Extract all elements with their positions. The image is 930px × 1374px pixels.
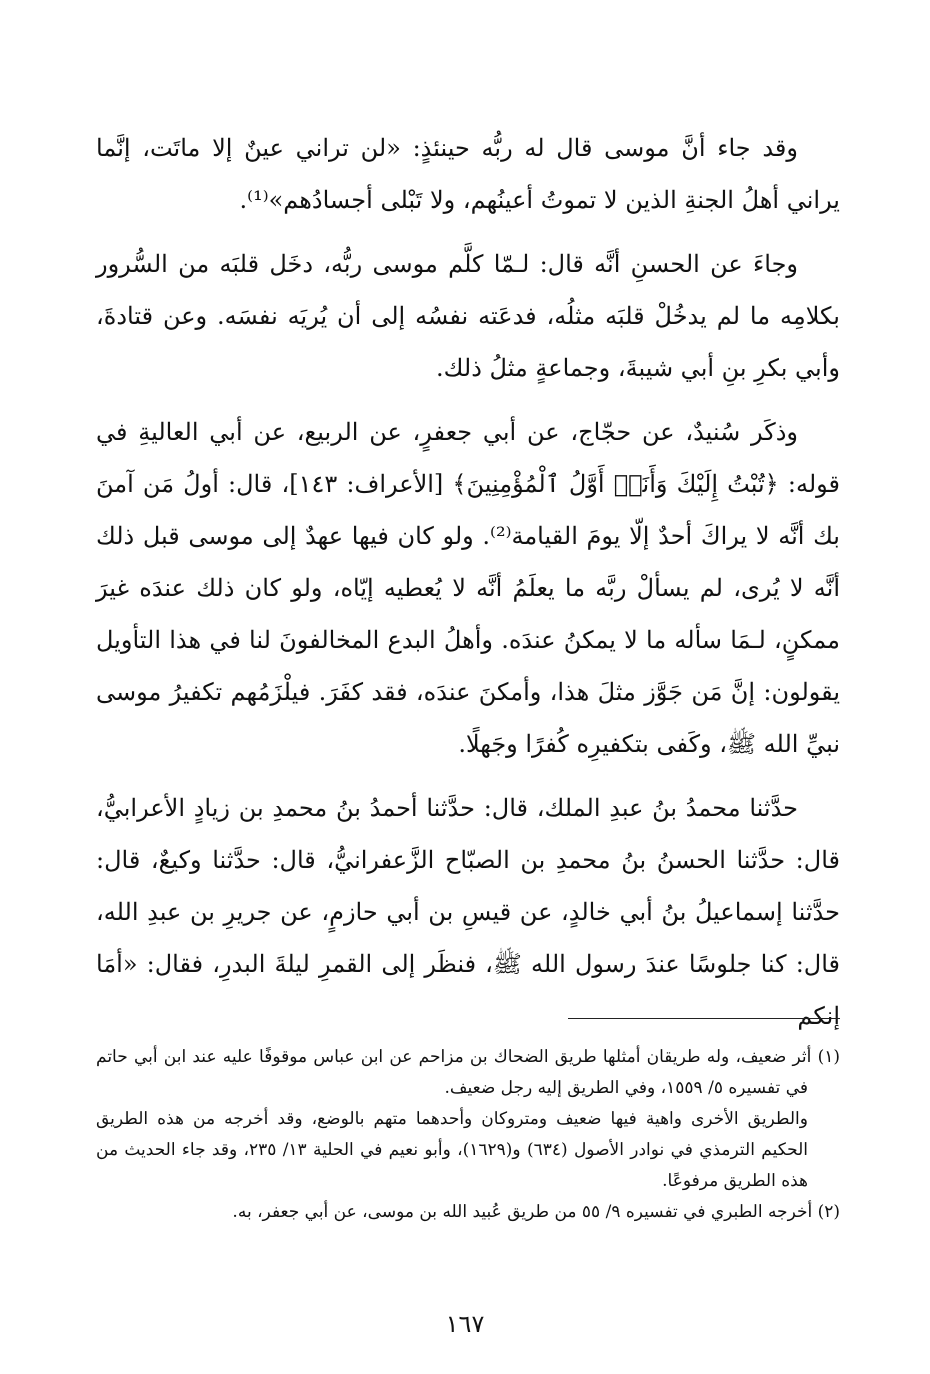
paragraph-moses-vision: وقد جاء أنَّ موسى قال له ربُّه حينئذٍ: «لن تراني عينٌ إلا ماتَت، إنَّما يراني أهلُ الجنةِ الذين لا تموتُ أعينُهم، ولا تَبْلى أجسادُهم»⁽¹⁾. xyxy=(96,134,840,214)
footnote-separator xyxy=(568,1018,840,1019)
main-text-body xyxy=(96,122,840,1042)
footnote-1: (١) أثر ضعيف، وله طريقان أمثلها طريق الضحاك بن مزاحم عن ابن عباس موقوفًا عليه عند ابن أبي حاتم في تفسيره ٥/ ١٥٥٩، وفي الطريق إليه رجل ضعيف. xyxy=(96,1047,840,1098)
footnotes-section xyxy=(96,1042,840,1228)
footnote-2: (٢) أخرجه الطبري في تفسيره ٩/ ٥٥ من طريق عُبيد الله بن موسى، عن أبي جعفر، به. xyxy=(232,1202,840,1222)
paragraph-hasan-report: وجاءَ عن الحسنِ أنَّه قال: لـمّا كلَّم موسى ربُّه، دخَل قلبَه من السُّرور بكلامِه ما لم يدخُلْ قلبَه مثلُه، فدعَته نفسُه إلى أن يُريَه نفسَه. وعن قتادةَ، وأبي بكرِ بنِ أبي شيبةَ، وجماعةٍ مثلُ ذلك. xyxy=(96,250,840,382)
footnote-1-continuation: والطريق الأخرى واهية فيها ضعيف ومتروكان وأحدهما متهم بالوضع، وقد أخرجه من هذه الطريق الحكيم الترمذي في نوادر الأصول (٦٣٤) و(١٦٢٩)، وأبو نعيم في الحلية ١٣/ ٢٣٥، وقد جاء الحديث من هذه الطريق مرفوعًا. xyxy=(96,1109,808,1191)
page-number: ١٦٧ xyxy=(445,1310,485,1338)
paragraph-sunayd-report: وذكَر سُنيدٌ، عن حجّاج، عن أبي جعفرٍ، عن الربيع، عن أبي العاليةِ في قوله: ﴿تُبْتُ إِلَيْكَ وَأَنَا۠ أَوَّلُ ٱلْمُؤْمِنِينَ﴾ [الأعراف: ١٤٣]، قال: أولُ مَن آمنَ بك أنَّه لا يراكَ أحدٌ إلّا يومَ القيامة⁽²⁾. ولو كان فيها عهدٌ إلى موسى قبل ذلك أنَّه لا يُرى، لم يسألْ ربَّه ما يعلَمُ أنَّه لا يُعطيه إيّاه، ولو كان ذلك عندَه غيرَ ممكنٍ، لـمَا سأله ما لا يمكنُ عندَه. وأهلُ البدع المخالفونَ لنا في هذا التأويل يقولون: إنَّ مَن جَوَّز مثلَ هذا، وأمكنَ عندَه، فقد كفَرَ. فيلْزَمُهم تكفيرُ موسى نبيِّ الله ﷺ، وكَفى بتكفيرِه كُفرًا وجَهلًا. xyxy=(96,418,841,758)
paragraph-hadith-chain: حدَّثنا محمدُ بنُ عبدِ الملك، قال: حدَّثنا أحمدُ بنُ محمدِ بن زيادٍ الأعرابيُّ، قال: حدَّثنا الحسنُ بنُ محمدِ بن الصبّاح الزَّعفرانيُّ، قال: حدَّثنا وكيعٌ، قال: حدَّثنا إسماعيلُ بنُ أبي خالدٍ، عن قيسِ بن أبي حازمٍ، عن جريرِ بن عبدِ الله، قال: كنا جلوسًا عندَ رسول الله ﷺ، فنظَر إلى القمرِ ليلةَ البدرِ، فقال: «أمَا إنكم xyxy=(96,794,840,1030)
